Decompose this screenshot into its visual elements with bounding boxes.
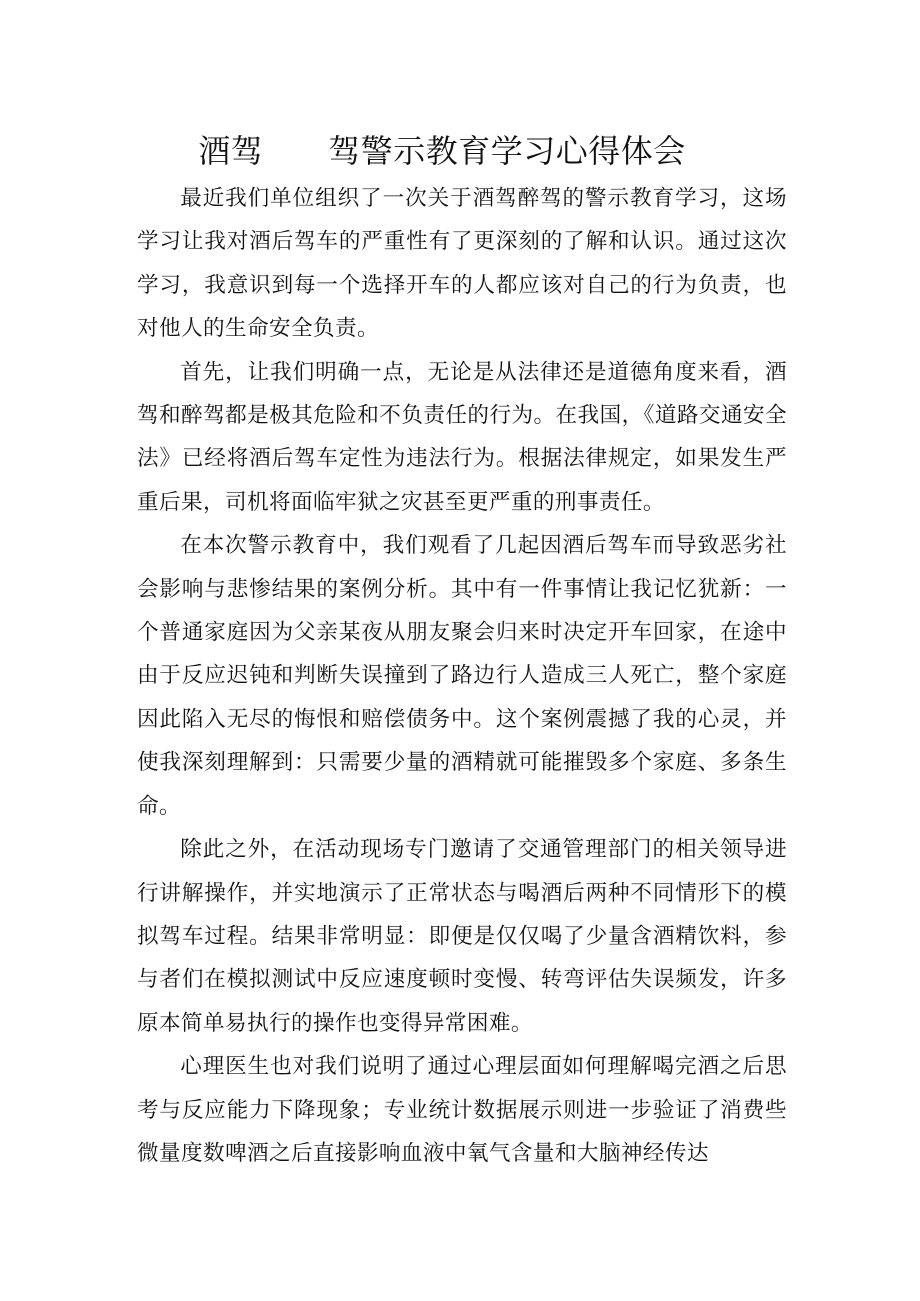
document-body (137, 177, 787, 1175)
paragraph-2: 首先，让我们明确一点，无论是从法律还是道德角度来看，酒驾和醉驾都是极其危险和不负责任的行为。在我国，《道路交通安全法》已经将酒后驾车定性为违法行为。根据法律规定，如果发生严重后果，司机将面临牢狱之灾甚至更严重的刑事责任。 (137, 359, 787, 515)
paragraph-4: 除此之外，在活动现场专门邀请了交通管理部门的相关领导进行讲解操作，并实地演示了正常状态与喝酒后两种不同情形下的模拟驾车过程。结果非常明显：即便是仅仅喝了少量含酒精饮料，参与者们在模拟测试中反应速度顿时变慢、转弯评估失误频发，许多原本简单易执行的操作也变得异常困难。 (137, 837, 787, 1036)
document-title: 酒驾 驾警示教育学习心得体会 (198, 132, 686, 170)
paragraph-3: 在本次警示教育中，我们观看了几起因酒后驾车而导致恶劣社会影响与悲惨结果的案例分析。其中有一件事情让我记忆犹新：一个普通家庭因为父亲某夜从朋友聚会归来时决定开车回家，在途中由于反应迟钝和判断失误撞到了路边行人造成三人死亡，整个家庭因此陷入无尽的悔恨和赔偿债务中。这个案例震撼了我的心灵，并使我深刻理解到：只需要少量的酒精就可能摧毁多个家庭、多条生命。 (137, 533, 787, 819)
paragraph-1: 最近我们单位组织了一次关于酒驾醉驾的警示教育学习，这场学习让我对酒后驾车的严重性有了更深刻的了解和认识。通过这次学习，我意识到每一个选择开车的人都应该对自己的行为负责，也对他人的生命安全负责。 (137, 186, 787, 342)
paragraph-5: 心理医生也对我们说明了通过心理层面如何理解喝完酒之后思考与反应能力下降现象；专业统计数据展示则进一步验证了消费些微量度数啤酒之后直接影响血液中氧气含量和大脑神经传达 (137, 1054, 787, 1166)
